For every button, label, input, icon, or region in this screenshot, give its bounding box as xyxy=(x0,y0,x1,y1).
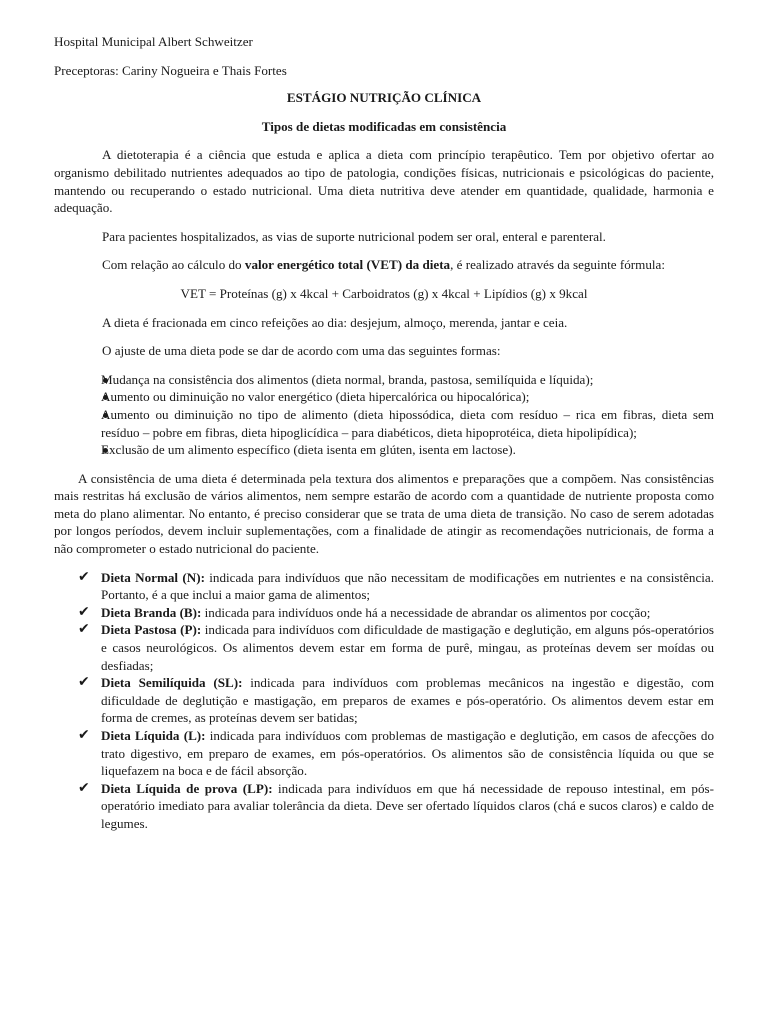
list-item xyxy=(54,441,714,459)
support-paragraph: Para pacientes hospitalizados, as vias de suporte nutricional podem ser oral, enteral e parenteral. xyxy=(102,228,606,244)
diet-item-semiliquida xyxy=(54,674,714,727)
diet-description: indicada para indivíduos com problemas mecânicos na ingestão e digestão, com dificuldade de deglutição e mastigação, em preparos de exames e pós-operatório. Os alimentos devem estar em forma de cremes, as proteínas devem ser batidas; xyxy=(101,675,714,726)
adjust-forms-list xyxy=(54,371,714,459)
hospital-name: Hospital Municipal Albert Schweitzer xyxy=(54,34,253,49)
check-mark-icon: ✔ xyxy=(78,621,90,638)
diet-name: Dieta Pastosa (P): xyxy=(101,622,202,638)
diet-description: indicada para indivíduos com dificuldade de mastigação e deglutição, em alguns pós-operatórios e casos neurológicos. Os alimentos devem estar em forma de purê, mingau, as proteínas devem ser moídas ou desfiadas; xyxy=(101,622,714,673)
list-item xyxy=(54,371,714,389)
list-item-text: Exclusão de um alimento específico (dieta isenta em glúten, isenta em lactose). xyxy=(101,442,516,458)
consistency-paragraph: A consistência de uma dieta é determinada pela textura dos alimentos e preparações que a compõem. Nas consistências mais restritas há exclusão de vários alimentos, nem sempre estarão de acordo com a quantidade de nutriente proposta como meta do plano alimentar. No entanto, é preciso considerar que se trata de uma dieta de transição. No caso de serem adotadas por longos períodos, devem incluir suplementações, com a finalidade de atingir as recomendações nutricionais, de forma a não comprometer o estado nutricional do paciente. xyxy=(54,470,714,557)
diet-item-liquida-prova xyxy=(54,780,714,833)
diet-name: Dieta Líquida (L): xyxy=(101,728,206,743)
list-item xyxy=(54,388,714,406)
diet-name: Dieta Semilíquida (SL): xyxy=(101,675,243,691)
diet-description: indicada para indivíduos em que há necessidade de repouso intestinal, em pós-operatório imediato para avaliar tolerância da dieta. Deve ser ofertado líquidos claros (chá e sucos claros) e caldo de legumes. xyxy=(101,780,714,831)
vet-bold-term: valor energético total (VET) da dieta xyxy=(244,257,451,273)
check-mark-icon: ✔ xyxy=(78,568,90,585)
diet-name: Dieta Normal (N): xyxy=(101,569,205,585)
diet-item-liquida xyxy=(54,727,714,780)
adjust-paragraph: O ajuste de uma dieta pode se dar de acordo com uma das seguintes formas: xyxy=(102,343,501,359)
diet-description: indicada para indivíduos que não necessitam de modificações em nutrientes e na consistência. Portanto, é a que inclui a maior gama de alimentos; xyxy=(101,569,714,603)
check-mark-icon: ✔ xyxy=(78,727,90,743)
diet-name: Dieta Branda (B): xyxy=(101,604,202,620)
list-item-text: Aumento ou diminuição no valor energético (dieta hipercalórica ou hipocalórica); xyxy=(101,389,530,405)
intro-paragraph: A dietoterapia é a ciência que estuda e aplica a dieta com princípio terapêutico. Tem por objetivo ofertar ao organismo debilitado nutrientes adequados ao tipo de patologia, condições físicas, nutricionais e psicológicas do paciente, mantendo ou recuperando o estado nutricional. Uma dieta nutritiva deve atender em quantidade, qualidade, harmonia e adequação. xyxy=(54,147,714,216)
list-item xyxy=(54,406,714,441)
meals-paragraph: A dieta é fracionada em cinco refeições ao dia: desjejum, almoço, merenda, jantar e ceia. xyxy=(102,314,568,330)
check-mark-icon: ✔ xyxy=(78,603,90,620)
diet-item-normal xyxy=(54,569,714,604)
list-item-text: Mudança na consistência dos alimentos (dieta normal, branda, pastosa, semilíquida e líquida); xyxy=(101,371,594,387)
preceptors-line: Preceptoras: Cariny Nogueira e Thais Fortes xyxy=(54,62,287,78)
diet-name: Dieta Líquida de prova (LP): xyxy=(101,780,273,796)
document-subtitle: Tipos de dietas modificadas em consistência xyxy=(261,118,507,134)
document-title: ESTÁGIO NUTRIÇÃO CLÍNICA xyxy=(286,90,482,106)
list-item-text: Aumento ou diminuição no tipo de alimento (dieta hipossódica, dieta com resíduo – rica em fibras, dieta sem resíduo – pobre em fibras, dieta hipoglicídica – para diabéticos, dieta hipoprotéica, dieta hipolipídica); xyxy=(101,406,714,440)
diet-description: indicada para indivíduos com problemas de mastigação e deglutição, em casos de afecções do trato digestivo, em preparo de exames, em pós-operatórios. Os alimentos são de consistência líquida ou que se liquefazem na boca e de fácil absorção. xyxy=(101,728,714,779)
diet-description: indicada para indivíduos onde há a necessidade de abrandar os alimentos por cocção; xyxy=(201,604,651,620)
document-page xyxy=(54,33,714,833)
diet-item-branda xyxy=(54,604,714,622)
diet-item-pastosa xyxy=(54,621,714,674)
check-mark-icon: ✔ xyxy=(78,779,90,796)
diet-types-list xyxy=(54,569,714,833)
vet-paragraph xyxy=(54,256,714,274)
check-mark-icon: ✔ xyxy=(78,674,90,691)
vet-text-after: , é realizado através da seguinte fórmula: xyxy=(450,257,665,273)
vet-formula: VET = Proteínas (g) x 4kcal + Carboidratos (g) x 4kcal + Lipídios (g) x 9kcal xyxy=(180,285,588,301)
vet-text-before: Com relação ao cálculo do xyxy=(102,257,245,273)
